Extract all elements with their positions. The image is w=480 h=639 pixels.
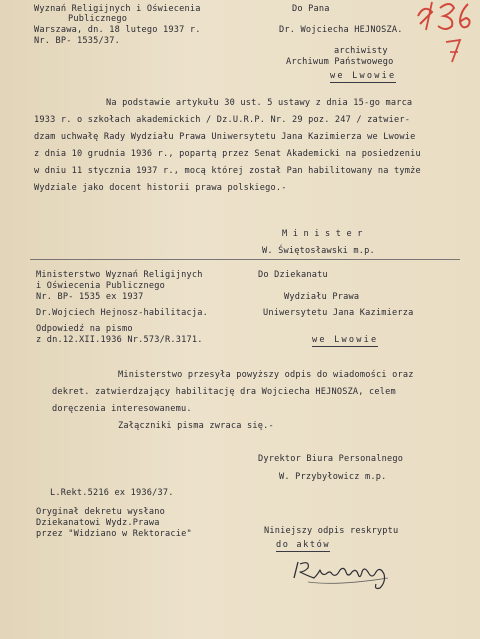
body-line-6: Wydziale jako docent historii prawa polskiego.- [34,183,287,193]
second-left-line-1: Ministerstwo Wyznań Religijnych [36,270,203,280]
original-note-line-3: przez "Widziano w Rektoracie" [36,529,192,539]
second-left-subject: Dr.Wojciech Hejnosz-habilitacja. [36,308,208,318]
copy-note-line-2: do aktów [276,540,331,550]
minister-title: M i n i s t e r [282,229,363,239]
body-line-1: Na podstawie artykułu 30 ust. 5 ustawy z dnia 15-go marca [106,98,413,108]
handwritten-signature [288,558,398,592]
attachments-note: Załączniki pisma zwraca się.- [118,421,274,431]
header-left-line-1: Wyznań Religijnych i Oświecenia [34,4,201,14]
reply-line-2: z dn.12.XII.1936 Nr.573/R.3171. [36,335,203,345]
second-recipient-line-1: Do Dziekanatu [258,270,328,280]
minister-name: W. Świętosławski m.p. [262,246,375,256]
second-recipient-line-3: Uniwersytetu Jana Kazimierza [263,308,414,318]
header-number: Nr. BP- 1535/37. [34,36,120,46]
section-divider [30,259,460,260]
director-title: Dyrektor Biura Personalnego [258,454,404,464]
second-left-number: Nr. BP- 1535 ex 1937 [36,292,144,302]
reply-line-1: Odpowiedź na pismo [36,324,133,334]
second-body-line-3: doręczenia interesowanemu. [52,404,192,414]
rekt-number: L.Rekt.5216 ex 1936/37. [50,488,174,498]
original-note-line-2: Dziekanatowi Wydz.Prawa [36,518,160,528]
copy-note-line-1: Niniejszy odpis reskryptu [264,526,399,536]
recipient-salutation: Do Pana [292,4,330,14]
body-line-4: z dnia 10 grudnia 1936 r., popartą przez Senat Akademicki na posiedzeniu [34,149,421,159]
body-line-3: dzam uchwałę Rady Wydziału Prawa Uniwersytetu Jana Kazimierza we Lwowie [34,132,416,142]
director-name: W. Przybyłowicz m.p. [279,472,387,482]
second-recipient-line-2: Wydziału Prawa [284,292,360,302]
original-note-line-1: Oryginał dekretu wysłano [36,507,165,517]
second-body-line-1: Ministerstwo przesyła powyższy odpis do wiadomości oraz [118,370,414,380]
header-left-line-2: Publicznego [68,14,128,24]
recipient-city: we Lwowie [330,71,397,81]
second-left-line-2: i Oświecenia Publicznego [36,281,165,291]
red-pencil-annotation [410,0,480,68]
second-recipient-city: we Lwowie [312,335,379,345]
header-date: Warszawa, dn. 18 lutego 1937 r. [34,25,201,35]
body-line-2: 1933 r. o szkołach akademickich / Dz.U.R.P. Nr. 29 poz. 247 / zatwier- [34,115,411,125]
recipient-institution: Archiwum Państwowego [286,57,394,67]
second-body-line-2: dekret. zatwierdzający habilitację dra Wojciecha HEJNOSZA, celem [52,387,396,397]
recipient-title: archiwisty [334,46,388,56]
recipient-name: Dr. Wojciecha HEJNOSZA. [279,25,403,35]
body-line-5: w dniu 11 stycznia 1937 r., mocą której został Pan habilitowany na tymże [34,166,421,176]
